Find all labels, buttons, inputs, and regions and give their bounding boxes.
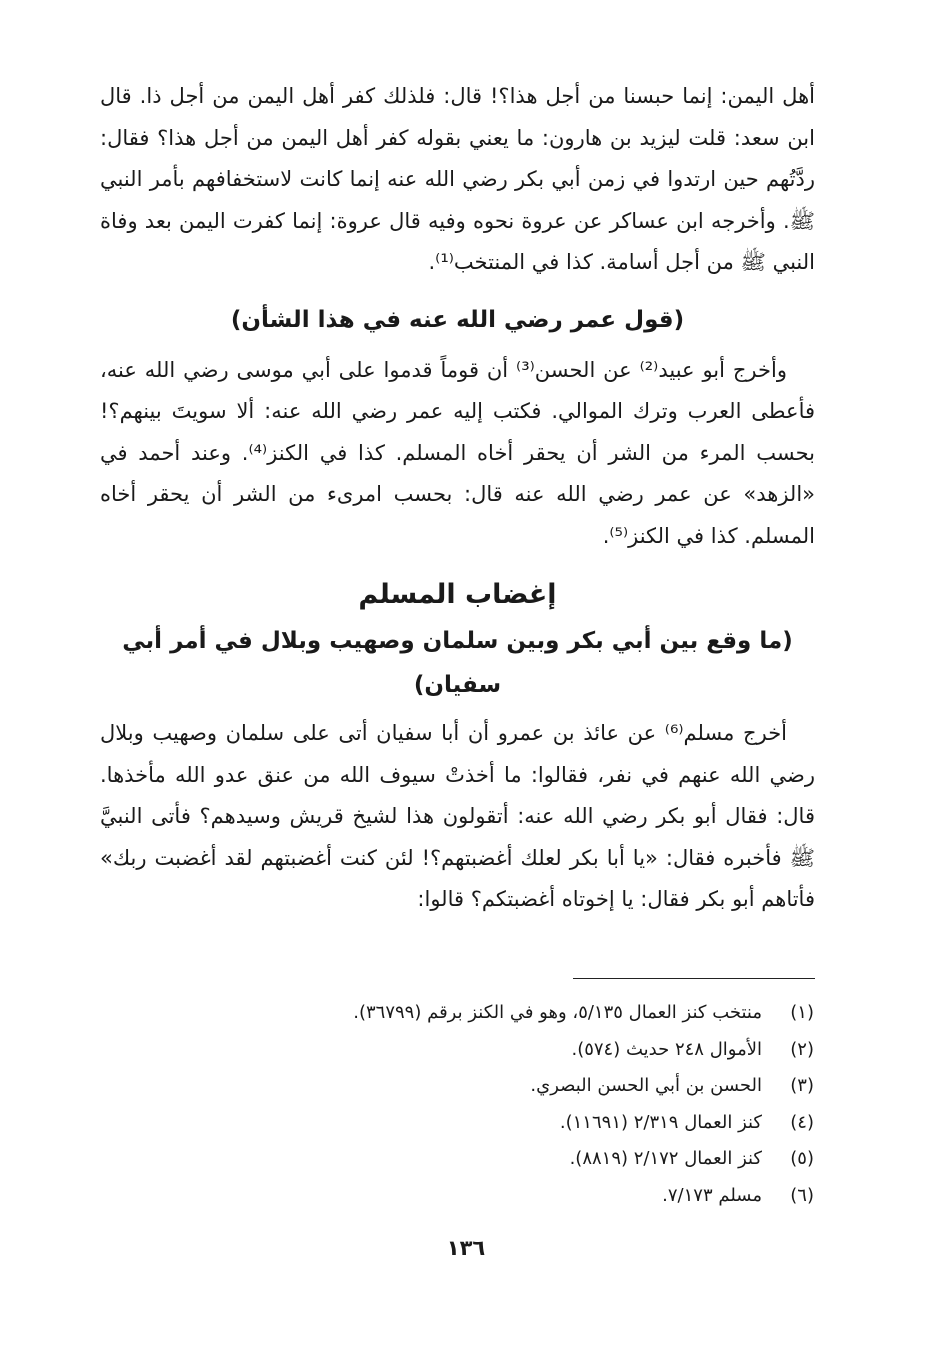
paragraph-intro: أهل اليمن: إنما حبسنا من أجل هذا؟! قال: فلذلك كفر أهل اليمن من أجل ذا. قال ابن سعد: قلت ليزيد بن هارون: ما يعني بقوله كفر أهل اليمن من أجل هذا؟ فقال: ردَّتُهم حين ارتدوا في زمن أبي بكر رضي الله عنه إنما كانت لاستخفافهم بأمر النبي ﷺ. وأخرجه ابن عساكر عن عروة نحوه وفيه قال عروة: إنما كفرت اليمن بعد وفاة النبي ﷺ من أجل أسامة. كذا في المنتخب⁽¹⁾. <box>100 84 815 274</box>
footnote-number: (٦) <box>790 1184 814 1206</box>
footnote-number: (٢) <box>790 1038 814 1060</box>
footnote-separator <box>573 978 815 979</box>
footnote-text: الحسن بن أبي الحسن البصري. <box>530 1075 762 1096</box>
footnote-item <box>214 995 814 1032</box>
footnote-item <box>214 1178 814 1215</box>
footnote-item <box>214 1032 814 1069</box>
paragraph-muslim: أخرج مسلم⁽⁶⁾ عن عائذ بن عمرو أن أبا سفيان أتى على سلمان وصهيب وبلال رضي الله عنهم في نفر، فقالوا: ما أخذتْ سيوف الله من عنق عدو الله مأخذها. قال: فقال أبو بكر رضي الله عنه: أتقولون هذا لشيخ قريش وسيدهم؟ فأتى النبيَّ ﷺ فأخبره فقال: «يا أبا بكر لعلك أغضبتهم؟! لئن كنت أغضبتهم لقد أغضبت ربك» فأتاهم أبو بكر فقال: يا إخوتاه أغضبتكم؟ قالوا: <box>100 721 815 911</box>
section-heading-abu-bakr: (ما وقع بين أبي بكر وبين سلمان وصهيب وبلال في أمر أبي سفيان) <box>122 628 793 698</box>
footnote-number: (١) <box>790 1002 814 1023</box>
footnote-item <box>214 1141 814 1178</box>
footnote-text: مسلم ٧/١٧٣. <box>662 1184 762 1206</box>
footnote-text: كنز العمال ٢/١٧٢ (٨٨١٩). <box>569 1148 762 1169</box>
chapter-heading-ighdab: إغضاب المسلم <box>358 579 557 610</box>
footnote-text: كنز العمال ٢/٣١٩ (١١٦٩١). <box>559 1111 762 1133</box>
footnote-item <box>214 1068 814 1105</box>
footnote-text: الأموال ٢٤٨ حديث (٥٧٤). <box>571 1038 762 1060</box>
page-body <box>100 76 815 921</box>
paragraph-abu-ubaid: وأخرج أبو عبيد⁽²⁾ عن الحسن⁽³⁾ أن قوماً قدموا على أبي موسى رضي الله عنه، فأعطى العرب وترك الموالي. فكتب إليه عمر رضي الله عنه: ألا سويتَ بينهم؟! بحسب المرء من الشر أن يحقر أخاه المسلم. كذا في الكنز⁽⁴⁾. وعند أحمد في «الزهد» عن عمر رضي الله عنه قال: بحسب امرىء من الشر أن يحقر أخاه المسلم. كذا في الكنز⁽⁵⁾. <box>100 357 815 548</box>
footnotes <box>214 995 814 1214</box>
footnote-item <box>214 1105 814 1142</box>
footnote-text: منتخب كنز العمال ٥/١٣٥، وهو في الكنز برقم (٣٦٧٩٩). <box>353 1002 762 1023</box>
footnote-number: (٥) <box>790 1148 814 1169</box>
page-number: ١٣٦ <box>446 1236 486 1260</box>
footnote-number: (٤) <box>790 1111 814 1133</box>
section-heading-umar: (قول عمر رضي الله عنه في هذا الشأن) <box>230 306 685 333</box>
footnote-number: (٣) <box>790 1075 814 1096</box>
